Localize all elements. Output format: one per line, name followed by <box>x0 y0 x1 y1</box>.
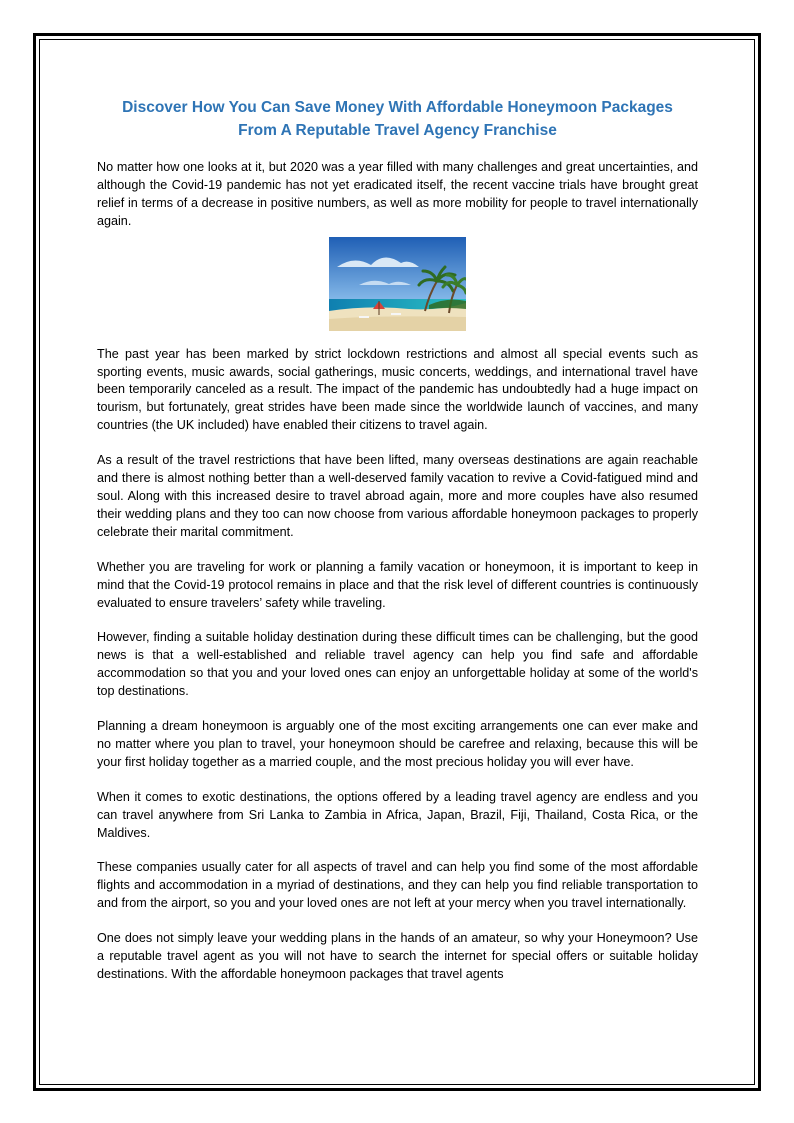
title-line-2: From A Reputable Travel Agency Franchise <box>238 122 557 139</box>
page-title <box>97 96 698 142</box>
sky <box>329 237 466 307</box>
beach-illustration <box>329 237 466 331</box>
paragraph-5: However, finding a suitable holiday destination during these difficult times can be challenging, but the good news is that a well-established and reliable travel agency can help you find safe and affordable accommodation so that you and your loved ones can enjoy an unforgettable holiday at some of the world's top destinations. <box>97 630 698 699</box>
paragraph-8: These companies usually cater for all aspects of travel and can help you find some of the most affordable flights and accommodation in a myriad of destinations, and they can help you find reliable transportation to and from the airport, so you and your loved ones are not left at your mercy when you travel internationally. <box>97 860 698 911</box>
sun-lounger <box>391 313 401 315</box>
paragraph-2: The past year has been marked by strict lockdown restrictions and almost all special events such as sporting events, music awards, social gatherings, music concerts, weddings, and international travel have been temporarily canceled as a result. The impact of the pandemic has undoubtedly had a huge impact on tourism, but fortunately, great strides have been made since the worldwide launch of vaccines, and many countries (the UK included) have enabled their citizens to travel again. <box>97 346 698 433</box>
sand-shadow <box>329 316 466 331</box>
title-line-1: Discover How You Can Save Money With Affordable Honeymoon Packages <box>122 99 673 116</box>
paragraph-7: When it comes to exotic destinations, the options offered by a leading travel agency are endless and you can travel anywhere from Sri Lanka to Zambia in Africa, Japan, Brazil, Fiji, Thailand, Costa Rica, or the Maldives. <box>97 789 698 840</box>
paragraph-1: No matter how one looks at it, but 2020 was a year filled with many challenges and great uncertainties, and although the Covid-19 pandemic has not yet eradicated itself, the recent vaccine trials have brought great relief in terms of a decrease in positive numbers, as well as more mobility for people to travel internationally again. <box>97 160 698 228</box>
paragraph-9: One does not simply leave your wedding plans in the hands of an amateur, so why your Honeymoon? Use a reputable travel agent as you will not have to search the internet for special offers or suitable holiday destinations. With the affordable honeymoon packages that travel agents <box>97 931 698 981</box>
beach-image <box>329 237 466 331</box>
paragraph-3: As a result of the travel restrictions that have been lifted, many overseas destinations are again reachable and there is almost nothing better than a well-deserved family vacation to revive a Covid-fatigued mind and soul. Along with this increased desire to travel abroad again, more and more couples have also resumed their wedding plans and they too can now choose from various affordable honeymoon packages to properly celebrate their marital commitment. <box>97 453 698 539</box>
sun-lounger <box>359 316 369 318</box>
document-body <box>97 96 698 1001</box>
paragraph-4: Whether you are traveling for work or planning a family vacation or honeymoon, it is important to keep in mind that the Covid-19 protocol remains in place and that the risk level of different countries is continuously evaluated to ensure travelers’ safety while traveling. <box>97 559 698 610</box>
paragraph-6: Planning a dream honeymoon is arguably one of the most exciting arrangements one can ever make and no matter where you plan to travel, your honeymoon should be carefree and relaxing, because this will be your first holiday together as a married couple, and the most precious holiday you will ever have. <box>97 719 698 769</box>
